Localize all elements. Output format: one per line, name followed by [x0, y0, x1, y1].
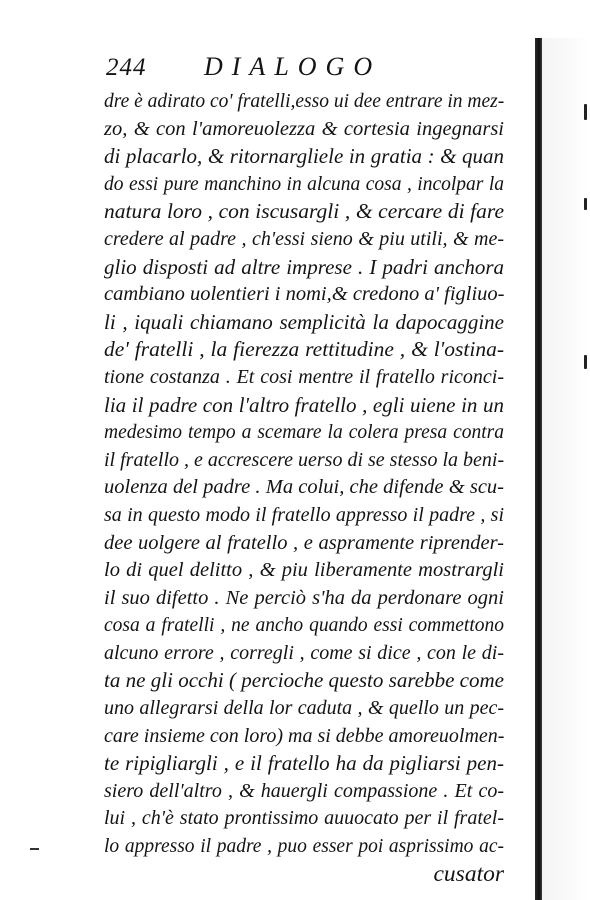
text-line: lo di quel delitto , & piu liberamente mostrargli — [104, 559, 504, 582]
page-header — [106, 48, 406, 88]
text-line: li , iquali chiamano semplicità la dapocaggine — [104, 309, 504, 334]
body-text — [104, 88, 504, 888]
facing-page-mark — [584, 104, 587, 120]
text-line: di placarlo, & ritornargliele in gratia : & quan — [104, 144, 504, 169]
text-line: cosa a fratelli , ne ancho quando essi commettono — [104, 615, 504, 637]
text-line: siero dell'altro , & hauergli compassione . Et co- — [104, 779, 504, 802]
text-line: glio disposti ad altre imprese . I padri anchora — [104, 254, 504, 279]
text-line: natura loro , con iscusargli , & cercare di fare — [104, 199, 504, 224]
text-line: dee uolgere al fratello , e aspramente riprender- — [104, 531, 504, 554]
facing-page-mark — [584, 355, 587, 369]
text-line: sa in questo modo il fratello appresso il padre , si — [104, 503, 504, 526]
text-line: il fratello , e accrescere uerso di se stesso la beni- — [104, 448, 505, 471]
text-line: te ripigliargli , e il fratello ha da pigliarsi pen- — [104, 751, 504, 776]
text-line: cambiano uolentieri i nomi,& credono a' figliuo- — [104, 283, 505, 306]
text-line: uno allegrarsi della lor caduta , & quello un pec- — [104, 697, 504, 720]
margin-mark — [30, 848, 39, 850]
catchword: cusator — [433, 860, 504, 887]
text-line: alcuno errore , corregli , come si dice , con le di- — [104, 641, 504, 664]
book-spine-edge — [535, 38, 542, 900]
text-line: lia il padre con l'altro fratello , egli uiene in un — [104, 392, 504, 417]
text-line: lui , ch'è stato prontissimo auuocato per il fratel- — [104, 807, 504, 830]
text-line: zo, & con l'amoreuolezza & cortesia ingegnarsi — [104, 117, 504, 140]
text-line: credere al padre , ch'essi sieno & piu utili, & me- — [104, 227, 504, 250]
page-number: 244 — [106, 54, 147, 81]
page-gutter-shadow — [542, 38, 590, 900]
text-line: do essi pure manchino in alcuna cosa , incolpar la — [104, 173, 504, 195]
text-line: care insieme con loro) ma si debbe amoreuolmen- — [104, 724, 505, 747]
text-line: uolenza del padre . Ma colui, che difende & scu- — [104, 476, 504, 499]
text-line: tione costanza . Et cosi mentre il fratello riconci- — [104, 365, 504, 388]
text-line: de' fratelli , la fierezza rettitudine , & l'ostina- — [104, 337, 504, 362]
text-line: ta ne gli occhi ( percioche questo sarebbe come — [104, 668, 504, 693]
text-line: dre è adirato co' fratelli,esso ui dee entrare in mez- — [104, 91, 505, 112]
text-line: medesimo tempo a scemare la colera presa contra — [104, 422, 504, 444]
text-line: lo appresso il padre , puo esser poi asprissimo ac- — [104, 836, 504, 858]
text-line: il suo difetto . Ne perciò s'ha da perdonare ogni — [104, 586, 504, 609]
facing-page-mark — [584, 198, 587, 210]
running-title: DIALOGO — [204, 52, 382, 81]
